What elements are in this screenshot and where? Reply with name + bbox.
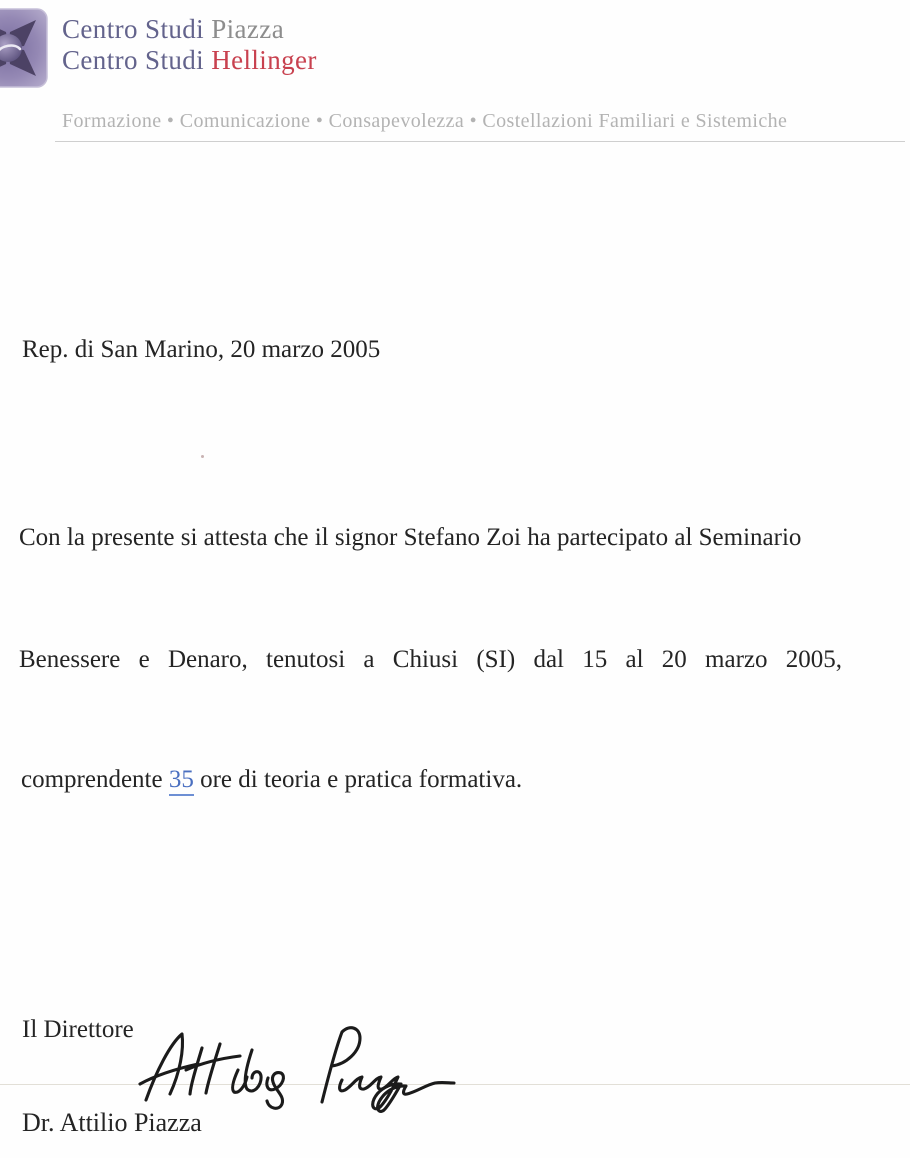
brand-prefix-2: Centro Studi [62,45,205,75]
brand-line-hellinger [62,45,317,76]
scan-speck [201,455,204,458]
paragraph-3-before: comprendente [21,766,163,793]
brand-line-piazza [62,14,317,45]
handwritten-signature [136,1026,456,1118]
body-paragraph-2: Benessere e Denaro, tenutosi a Chiusi (SI) dal 15 al 20 marzo 2005, [19,646,842,673]
letterhead-brand [62,14,317,76]
brand-name-hellinger: Hellinger [211,45,317,75]
body-paragraph-3 [21,766,522,794]
signatory-title: Il Direttore [22,1016,134,1043]
letterhead-tagline: Formazione • Comunicazione • Consapevolezza • Costellazioni Familiari e Sistemiche [62,110,788,132]
letterhead-divider [55,141,905,142]
brand-name-piazza: Piazza [211,14,285,44]
hours-value: 35 [169,766,194,796]
body-paragraph-1: Con la presente si attesta che il signor Stefano Zoi ha partecipato al Seminario [19,524,802,551]
brand-prefix-1: Centro Studi [62,14,205,44]
paragraph-3-after: ore di teoria e pratica formativa. [200,766,523,793]
signatory-name: Dr. Attilio Piazza [22,1108,202,1137]
dateline: Rep. di San Marino, 20 marzo 2005 [22,336,381,363]
centro-studi-logo-icon [0,8,48,88]
